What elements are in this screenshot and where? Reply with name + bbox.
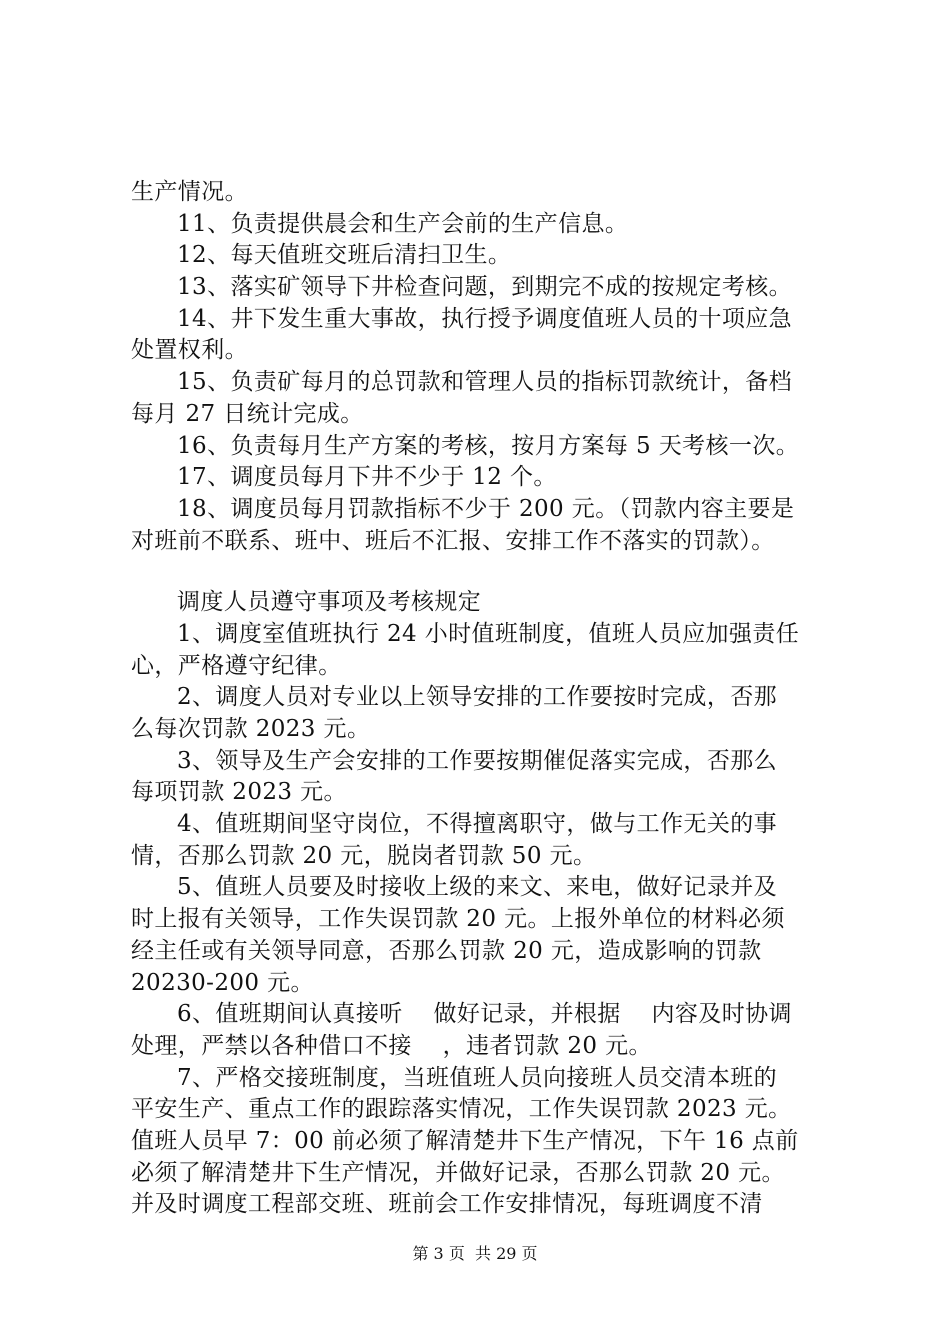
text-line: 生产情况。	[131, 179, 248, 205]
text-line: 11、负责提供晨会和生产会前的生产信息。	[177, 210, 629, 237]
text-line: 并及时调度工程部交班、班前会工作安排情况，每班调度不清	[131, 1191, 763, 1218]
text-line: 12、每天值班交班后清扫卫生。	[177, 242, 512, 269]
section-gap	[131, 557, 851, 587]
text-line: 每月 27 日统计完成。	[131, 400, 364, 427]
section-rules	[131, 587, 851, 1221]
text-line: 3、领导及生产会安排的工作要按期催促落实完成，否那么	[177, 747, 778, 774]
text-line: 18、调度员每月罚款指标不少于 200 元。（罚款内容主要是	[177, 495, 795, 522]
text-line: 处置权利。	[131, 337, 248, 364]
document-body	[131, 177, 851, 1221]
text-line: 情，否那么罚款 20 元，脱岗者罚款 50 元。	[131, 842, 597, 869]
text-line: 14、井下发生重大事故，执行授予调度值班人员的十项应急	[177, 305, 793, 332]
text-line: 么每次罚款 2023 元。	[131, 716, 371, 742]
text-line: 处理，严禁以各种借口不接 ，违者罚款 20 元。	[131, 1032, 652, 1059]
text-line: 16、负责每月生产方案的考核，按月方案每 5 天考核一次。	[177, 432, 800, 459]
page-number: 第 3 页 共 29 页	[412, 1244, 538, 1263]
text-line: 对班前不联系、班中、班后不汇报、安排工作不落实的罚款）。	[131, 527, 775, 554]
text-line: 经主任或有关领导同意，否那么罚款 20 元，造成影响的罚款	[131, 937, 762, 964]
text-line: 1、调度室值班执行 24 小时值班制度，值班人员应加强责任	[177, 620, 800, 647]
text-line: 心，严格遵守纪律。	[131, 652, 342, 679]
text-line: 时上报有关领导，工作失误罚款 20 元。上报外单位的材料必须	[131, 906, 785, 933]
text-line: 6、值班期间认真接听 做好记录，并根据 内容及时协调	[177, 1001, 792, 1028]
text-line: 17、调度员每月下井不少于 12 个。	[177, 464, 557, 491]
text-line: 2、调度人员对专业以上领导安排的工作要按时完成，否那	[177, 684, 778, 711]
text-line: 4、值班期间坚守岗位，不得擅离职守，做与工作无关的事	[177, 811, 778, 838]
text-line: 20230-200 元。	[131, 969, 314, 996]
text-line: 值班人员早 7：00 前必须了解清楚井下生产情况，下午 16 点前	[131, 1127, 799, 1154]
text-line: 15、负责矿每月的总罚款和管理人员的指标罚款统计，备档	[177, 369, 793, 396]
text-line: 5、值班人员要及时接收上级的来文、来电，做好记录并及	[177, 874, 778, 901]
text-line: 13、落实矿领导下井检查问题，到期完不成的按规定考核。	[177, 274, 793, 301]
text-line: 平安生产、重点工作的跟踪落实情况，工作失误罚款 2023 元。	[131, 1096, 792, 1123]
text-line: 7、严格交接班制度，当班值班人员向接班人员交清本班的	[177, 1064, 778, 1091]
text-line: 每项罚款 2023 元。	[131, 779, 347, 806]
page-footer	[0, 1244, 950, 1264]
text-line: 必须了解清楚井下生产情况，并做好记录，否那么罚款 20 元。	[131, 1159, 785, 1186]
text-line: 调度人员遵守事项及考核规定	[177, 589, 482, 616]
section-duties-continued	[131, 177, 851, 557]
